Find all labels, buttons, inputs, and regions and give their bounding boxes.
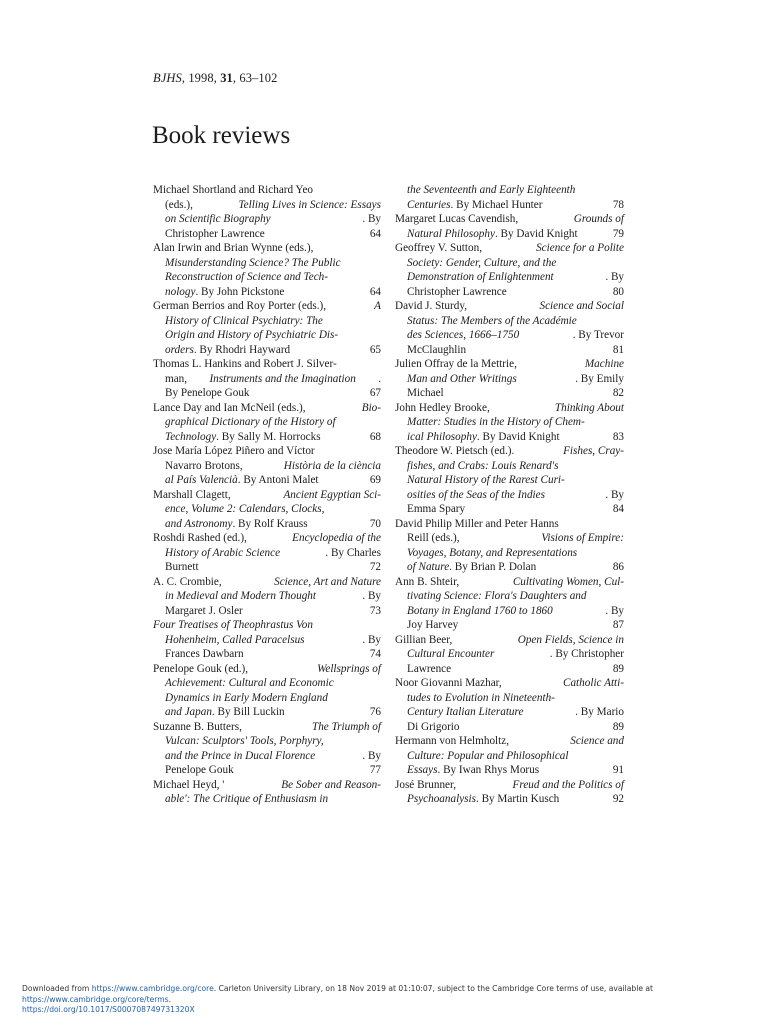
entry-line <box>153 502 381 517</box>
book-title-text: tudes to Evolution in Nineteenth- <box>407 691 555 704</box>
book-title-text: Open Fields, Science in <box>517 633 624 646</box>
entry-line <box>153 778 381 793</box>
page-number: 84 <box>612 503 624 515</box>
entry-text: . By Emily <box>575 372 624 385</box>
book-title-text: Technology <box>165 430 217 443</box>
journal-reference <box>153 71 277 86</box>
entry-line <box>153 604 381 619</box>
entry-text: . By Rhodri Hayward <box>193 343 291 356</box>
footer-line <box>22 984 762 1005</box>
entry-text: Christopher Lawrence <box>407 285 507 298</box>
entry-line <box>153 299 381 314</box>
entry-line <box>395 357 624 372</box>
entry-text: Christopher Lawrence <box>165 227 265 240</box>
entry-line <box>395 749 624 764</box>
entry-line <box>395 459 624 474</box>
entry-line <box>153 763 381 778</box>
entry-text: . By <box>362 590 381 602</box>
entry-text: man, <box>165 372 188 385</box>
page-number: 80 <box>612 285 624 298</box>
entry-text: Ann B. Shteir, <box>395 575 460 588</box>
entry-text: Joy Harvey <box>407 619 459 631</box>
entry-line <box>153 618 381 633</box>
page-number: 87 <box>612 619 624 631</box>
entry-line <box>395 734 624 749</box>
entry-line <box>153 647 381 662</box>
entry-line <box>153 270 381 285</box>
book-title-text: Cultivating Women, Cul- <box>512 575 624 588</box>
review-entry <box>395 575 624 633</box>
book-title-text: Society: Gender, Culture, and the <box>407 256 557 269</box>
entry-text: Gillian Beer, <box>395 633 453 646</box>
book-title-text: and the Prince in Ducal Florence <box>165 749 316 762</box>
entry-text: Roshdi Rashed (ed.), <box>153 532 247 544</box>
page-number: 91 <box>612 764 624 776</box>
entry-text: Margaret J. Osler <box>165 604 243 617</box>
review-entry <box>395 633 624 677</box>
entry-text: Hermann von Helmholtz, <box>395 735 510 747</box>
page-number: 81 <box>612 343 624 356</box>
entry-text: . By <box>605 604 624 617</box>
entry-text: David J. Sturdy, <box>395 300 467 312</box>
entry-line <box>395 589 624 604</box>
book-title-text: Science and Social <box>539 300 624 312</box>
book-title-text: History of Arabic Science <box>165 546 281 559</box>
book-title-text: Ancient Egyptian Sci- <box>283 488 381 501</box>
entry-line <box>153 531 381 546</box>
entry-line <box>395 531 624 546</box>
download-footer <box>22 984 762 1016</box>
entry-line <box>395 415 624 430</box>
entry-text: . By Bill Luckin <box>211 706 285 718</box>
page-number: 73 <box>369 604 381 617</box>
entry-line <box>153 575 381 590</box>
book-title-text: Grounds of <box>573 213 624 225</box>
entry-line <box>395 270 624 285</box>
entry-line <box>153 444 381 459</box>
entry-line <box>153 314 381 329</box>
book-title-text: in Medieval and Modern Thought <box>165 590 317 602</box>
entry-line <box>395 386 624 401</box>
entry-line <box>395 662 624 677</box>
entry-line <box>395 633 624 648</box>
cambridge-core-link[interactable]: https://www.cambridge.org/core <box>91 984 214 993</box>
page-number: 68 <box>369 430 381 443</box>
entry-line <box>395 183 624 198</box>
entry-text: John Hedley Brooke, <box>395 401 490 414</box>
review-entry <box>153 401 381 445</box>
entry-text: Theodore W. Pietsch (ed.). <box>395 445 515 457</box>
entry-line <box>153 459 381 474</box>
page-number: 86 <box>612 561 624 573</box>
entry-text: . By David Knight <box>494 227 578 240</box>
entry-line <box>395 778 624 793</box>
review-entry <box>395 401 624 445</box>
review-entry <box>153 531 381 575</box>
book-title-text: Reconstruction of Science and Tech- <box>165 271 329 283</box>
entry-text: . By <box>362 749 381 762</box>
entry-text: . By <box>362 213 381 225</box>
review-entry <box>153 778 381 807</box>
review-entry <box>153 444 381 488</box>
journal-year: , 1998, <box>181 71 221 85</box>
page-title: Book reviews <box>152 122 291 149</box>
entry-line <box>395 430 624 445</box>
entry-line <box>153 676 381 691</box>
entry-line <box>153 473 381 488</box>
entry-line <box>153 633 381 648</box>
book-title-text: able': The Critique of Enthusiasm in <box>165 793 329 805</box>
book-title-text: Culture: Popular and Philosophical <box>407 749 569 762</box>
review-entry <box>153 488 381 532</box>
entry-text: Lawrence <box>407 662 452 675</box>
entry-line <box>395 792 624 807</box>
entry-text: By Penelope Gouk <box>165 387 250 399</box>
page-number: 77 <box>369 764 381 776</box>
entry-text: Julien Offray de la Mettrie, <box>395 358 517 370</box>
review-entry <box>395 778 624 807</box>
book-title-text: Instruments and the Imagination <box>209 372 356 385</box>
entry-line <box>395 575 624 590</box>
reviews-column-left <box>153 183 381 807</box>
entry-text: . By Iwan Rhys Morus <box>437 764 540 776</box>
entry-line <box>153 386 381 401</box>
entry-text: Lance Day and Ian McNeil (eds.), <box>153 401 306 414</box>
doi-link[interactable]: https://doi.org/10.1017/S000708749731320X <box>22 1005 195 1014</box>
book-title-text: Dynamics in Early Modern England <box>165 691 328 704</box>
book-title-text: orders <box>165 343 194 356</box>
book-title-text: Botany in England 1760 to 1860 <box>407 604 553 617</box>
book-title-text: des Sciences, 1666–1750 <box>407 329 520 341</box>
review-entry <box>153 575 381 619</box>
entry-line <box>395 676 624 691</box>
entry-text: . By Sally M. Horrocks <box>216 430 321 443</box>
entry-text: . By Rolf Krauss <box>232 517 308 530</box>
entry-text: Emma Spary <box>407 503 466 515</box>
book-title-text: fishes, and Crabs: Louis Renard's <box>407 459 559 472</box>
entry-line <box>153 546 381 561</box>
entry-line <box>395 444 624 459</box>
footer-suffix: . <box>168 994 172 1004</box>
entry-text: Penelope Gouk <box>165 764 234 776</box>
book-title-text: Telling Lives in Science: Essays <box>238 198 381 211</box>
reviews-column-right <box>395 183 624 807</box>
book-title-text: Be Sober and Reason- <box>281 778 381 791</box>
review-entry <box>153 183 381 241</box>
book-title-text: Thinking About <box>554 401 624 414</box>
entry-line <box>153 256 381 271</box>
entry-line <box>153 430 381 445</box>
entry-text: . By Martin Kusch <box>475 793 560 805</box>
entry-line <box>153 415 381 430</box>
book-title-text: Status: The Members of the Académie <box>407 314 577 327</box>
entry-text: Noor Giovanni Mazhar, <box>395 677 502 689</box>
page-number: 89 <box>612 662 624 675</box>
book-title-text: Fishes, Cray- <box>563 445 624 457</box>
entry-text: . By David Knight <box>476 430 560 443</box>
book-title-text: nology <box>165 285 196 298</box>
book-title-text: Natural Philosophy <box>407 227 495 240</box>
review-entry <box>395 444 624 517</box>
entry-text: A. C. Crombie, <box>153 575 222 588</box>
book-title-text: Catholic Atti- <box>562 677 624 689</box>
entry-line <box>153 792 381 807</box>
entry-line <box>153 285 381 300</box>
entry-line <box>153 560 381 575</box>
entry-text: David Philip Miller and Peter Hanns <box>395 517 559 530</box>
page-number: 65 <box>369 343 381 356</box>
entry-text: Alan Irwin and Brian Wynne (eds.), <box>153 242 314 254</box>
page-number: 72 <box>369 561 381 573</box>
entry-line <box>153 241 381 256</box>
entry-line <box>395 647 624 662</box>
book-title-text: Science, Art and Nature <box>274 575 381 588</box>
entry-text: . By Christopher <box>549 648 624 660</box>
entry-line <box>153 328 381 343</box>
journal-abbrev: BJHS <box>153 71 182 85</box>
review-entry <box>395 212 624 241</box>
entry-text: Michael <box>407 387 444 399</box>
entry-line <box>153 705 381 720</box>
entry-line <box>395 198 624 213</box>
book-title-text: Achievement: Cultural and Economic <box>165 677 334 689</box>
review-entry <box>153 241 381 299</box>
terms-link[interactable]: https://www.cambridge.org/core/terms <box>22 994 169 1004</box>
book-title-text: Psychoanalysis <box>407 793 476 805</box>
page-number: 83 <box>612 430 624 443</box>
book-title-text: of Nature <box>407 561 450 573</box>
page-number: 64 <box>369 227 381 240</box>
entry-text: Penelope Gouk (ed.), <box>153 662 249 675</box>
page-number: 76 <box>369 706 381 718</box>
entry-line <box>395 763 624 778</box>
entry-text: Frances Dawbarn <box>165 648 244 660</box>
entry-text: McClaughlin <box>407 343 467 356</box>
entry-text: . By <box>362 633 381 646</box>
book-title-text: Four Treatises of Theophrastus Von <box>153 619 313 631</box>
page-number: 78 <box>612 198 624 211</box>
entry-text: (eds.), <box>165 198 193 211</box>
entry-line <box>395 299 624 314</box>
book-title-text: Origin and History of Psychiatric Dis- <box>165 329 339 341</box>
entry-text: . By John Pickstone <box>195 285 285 298</box>
review-entry <box>395 241 624 299</box>
entry-text: . By <box>605 488 624 501</box>
page-number: 70 <box>369 517 381 530</box>
review-entry <box>395 734 624 778</box>
book-title-text: the Seventeenth and Early Eighteenth <box>407 184 576 196</box>
entry-line <box>395 546 624 561</box>
book-title-text: The Triumph of <box>311 720 381 733</box>
review-entry <box>153 357 381 401</box>
entry-text: German Berrios and Roy Porter (eds.), <box>153 300 327 312</box>
book-title-text: Cultural Encounter <box>407 648 495 660</box>
book-title-text: Bio- <box>361 401 381 414</box>
book-title-text: Matter: Studies in the History of Chem- <box>407 416 585 428</box>
review-entry <box>395 676 624 734</box>
entry-line <box>395 517 624 532</box>
page-number: 69 <box>369 474 381 486</box>
book-title-text: Vulcan: Sculptors' Tools, Porphyry, <box>165 735 324 747</box>
entry-line <box>153 749 381 764</box>
book-title-text: osities of the Seas of the Indies <box>407 488 545 501</box>
book-title-text: A <box>374 300 381 312</box>
entry-line <box>153 212 381 227</box>
entry-text: Di Grigorio <box>407 720 460 733</box>
entry-text: Marshall Clagett, <box>153 488 231 501</box>
page-number: 82 <box>612 387 624 399</box>
book-title-text: Machine <box>584 358 624 370</box>
review-entry <box>395 299 624 357</box>
entry-line <box>153 691 381 706</box>
entry-text: . By Brian P. Dolan <box>449 561 537 573</box>
review-entry <box>395 517 624 575</box>
entry-line <box>153 517 381 532</box>
entry-line <box>395 256 624 271</box>
entry-text: . By Michael Hunter <box>450 198 543 211</box>
entry-line <box>153 662 381 677</box>
entry-line <box>395 241 624 256</box>
entry-line <box>395 705 624 720</box>
book-title-text: Freud and the Politics of <box>512 778 624 791</box>
entry-line <box>153 589 381 604</box>
entry-line <box>153 357 381 372</box>
entry-text: . By Mario <box>575 706 624 718</box>
entry-text: . By Antoni Malet <box>237 474 319 486</box>
entry-text: . By <box>605 271 624 283</box>
review-entry <box>395 357 624 401</box>
entry-line <box>153 401 381 416</box>
book-title-text: Encyclopedia of the <box>292 532 381 544</box>
review-entry <box>153 299 381 357</box>
entry-line <box>153 720 381 735</box>
book-title-text: Natural History of the Rarest Curi- <box>407 474 565 486</box>
page-number: 64 <box>369 285 381 298</box>
journal-pages: , 63–102 <box>232 71 278 85</box>
review-entry <box>153 720 381 778</box>
entry-text: José Brunner, <box>395 778 457 791</box>
entry-line <box>395 502 624 517</box>
entry-text: Jose María López Piñero and Víctor <box>153 445 315 457</box>
review-entry <box>153 662 381 720</box>
entry-line <box>153 343 381 358</box>
book-title-text: History of Clinical Psychiatry: The <box>165 314 323 327</box>
book-title-text: Voyages, Botany, and Representations <box>407 546 578 559</box>
book-title-text: Century Italian Literature <box>407 706 524 718</box>
entry-line <box>395 720 624 735</box>
entry-text: Michael Heyd, ' <box>153 778 225 791</box>
book-title-text: Misunderstanding Science? The Public <box>165 256 341 269</box>
entry-text: . By Charles <box>325 546 381 559</box>
entry-line <box>395 473 624 488</box>
entry-line <box>395 618 624 633</box>
footer-middle: . Carleton University Library, on 18 Nov 2019 at 01:10:07, subject to the Cambridge Core terms of use, available at <box>213 984 654 993</box>
book-title-text: Demonstration of Enlightenment <box>407 271 554 283</box>
book-title-text: Science for a Polite <box>536 242 624 254</box>
entry-line <box>395 227 624 242</box>
entry-line <box>395 372 624 387</box>
book-title-text: ence, Volume 2: Calendars, Clocks, <box>165 503 325 515</box>
entry-text: Suzanne B. Butters, <box>153 720 242 733</box>
entry-line <box>395 328 624 343</box>
page-number: 74 <box>369 648 381 660</box>
entry-line <box>395 314 624 329</box>
entry-line <box>395 401 624 416</box>
page-number: 67 <box>369 387 381 399</box>
footer-doi-line <box>22 1005 762 1016</box>
entry-line <box>395 488 624 503</box>
entry-line <box>395 560 624 575</box>
entry-text: Reill (eds.), <box>407 532 460 544</box>
entry-line <box>395 604 624 619</box>
page-number: 89 <box>612 720 624 733</box>
entry-text: . <box>378 372 381 385</box>
book-title-text: on Scientific Biography <box>165 213 271 225</box>
footer-prefix: Downloaded from <box>22 984 92 993</box>
review-entry <box>395 183 624 212</box>
page-number: 79 <box>612 227 624 240</box>
book-title-text: tivating Science: Flora's Daughters and <box>407 590 587 602</box>
entry-text: Geoffrey V. Sutton, <box>395 242 483 254</box>
book-title-text: Hohenheim, Called Paracelsus <box>165 633 305 646</box>
entry-line <box>153 372 381 387</box>
journal-volume: 31 <box>220 71 233 85</box>
entry-line <box>395 212 624 227</box>
entry-text: Burnett <box>165 561 199 573</box>
entry-text: Margaret Lucas Cavendish, <box>395 213 519 225</box>
book-title-text: graphical Dictionary of the History of <box>165 416 336 428</box>
entry-line <box>153 488 381 503</box>
book-title-text: Man and Other Writings <box>407 372 517 385</box>
entry-text: Navarro Brotons, <box>165 459 243 472</box>
entry-line <box>153 227 381 242</box>
book-title-text: Essays <box>407 764 438 776</box>
entry-line <box>395 343 624 358</box>
book-title-text: Història de la ciència <box>283 459 381 472</box>
entry-text: Michael Shortland and Richard Yeo <box>153 184 314 196</box>
entry-text: Thomas L. Hankins and Robert J. Silver- <box>153 358 337 370</box>
book-title-text: al País Valencià <box>165 474 238 486</box>
entry-line <box>395 285 624 300</box>
book-title-text: ical Philosophy <box>407 430 477 443</box>
book-title-text: Visions of Empire: <box>541 532 624 544</box>
book-title-text: and Astronomy <box>165 517 233 530</box>
entry-line <box>153 734 381 749</box>
page-number: 92 <box>612 793 624 805</box>
entry-line <box>395 691 624 706</box>
book-title-text: Science and <box>570 735 624 747</box>
entry-line <box>153 198 381 213</box>
book-title-text: and Japan <box>165 706 212 718</box>
book-title-text: Wellsprings of <box>317 662 381 675</box>
entry-text: . By Trevor <box>572 329 624 341</box>
entry-line <box>153 183 381 198</box>
review-entry <box>153 618 381 662</box>
book-title-text: Centuries <box>407 198 451 211</box>
